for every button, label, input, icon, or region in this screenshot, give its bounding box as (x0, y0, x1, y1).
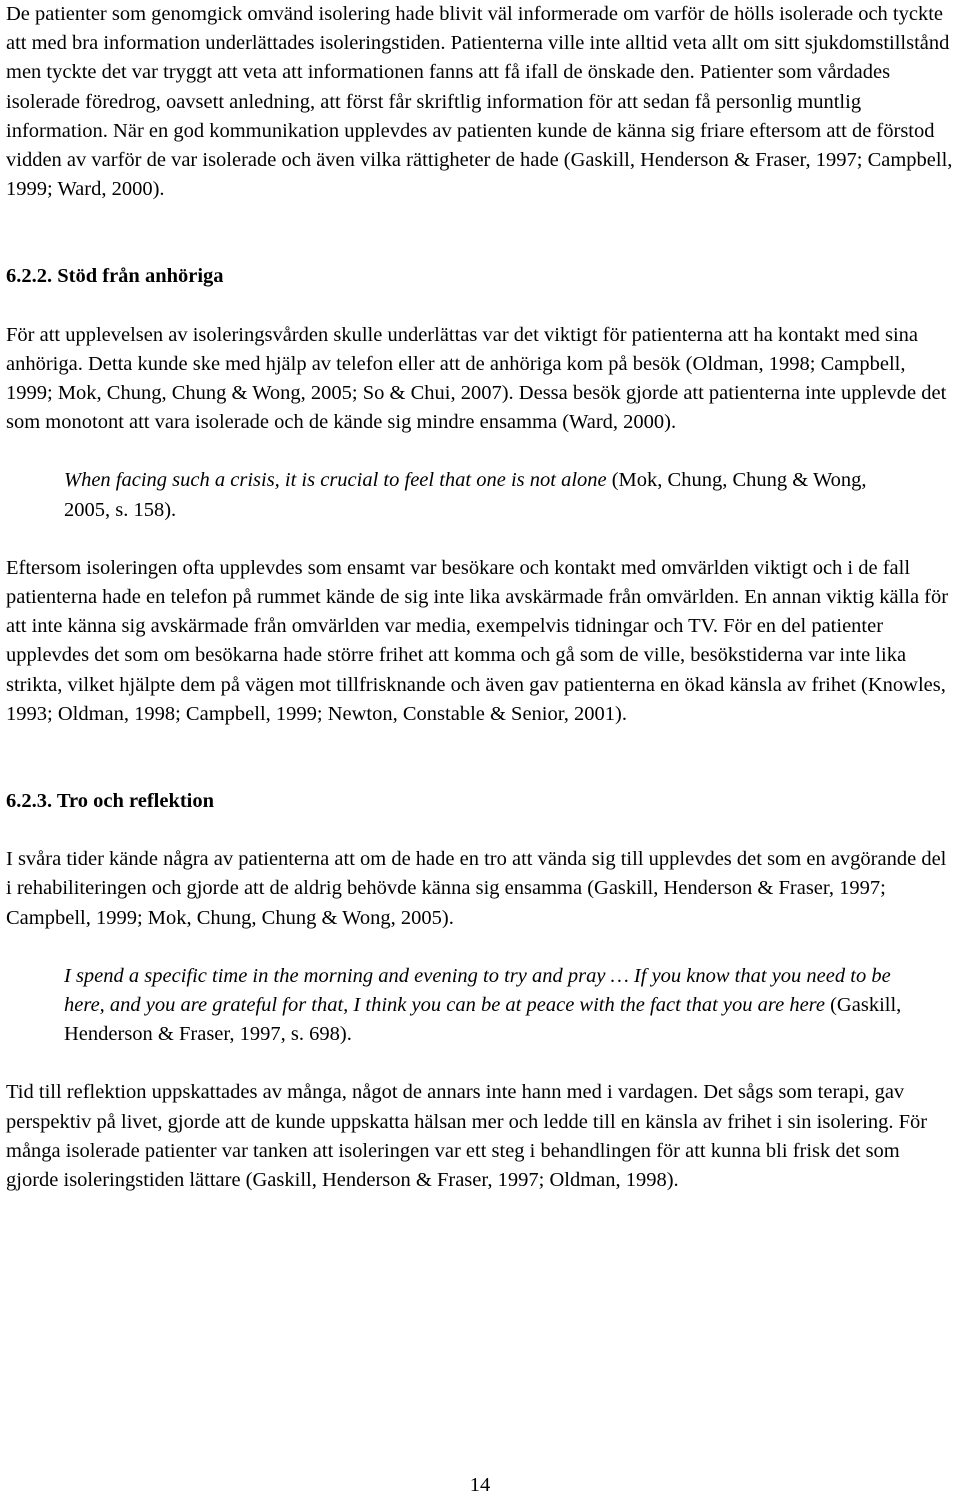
paragraph-anhoriga: För att upplevelsen av isoleringsvården skulle underlättas var det viktigt för patienterna att ha kontakt med sina anhöriga. Detta kunde ske med hjälp av telefon eller att de anhöriga kom på besök (Oldman, 1998; Campbell, 1999; Mok, Chung, Chung & Wong, 2005; So & Chui, 2007). Dessa besök gjorde att patienterna inte upplevde det som monotont att vara isolerade och de kände sig mindre ensamma (Ward, 2000). (6, 323, 947, 434)
paragraph-tro: I svåra tider kände några av patienterna att om de hade en tro att vända sig till upplevdes det som en avgörande del i rehabiliteringen och gjorde att de aldrig behövde känna sig ensamma (Gaskill, Henderson & Fraser, 1997; Campbell, 1999; Mok, Chung, Chung & Wong, 2005). (6, 848, 947, 929)
quote-citation: (Mok, Chung, Chung & Wong, 2005, s. 158). (64, 469, 867, 521)
quote-text: When facing such a crisis, it is crucial to feel that one is not alone (64, 469, 607, 492)
document-page (6, 0, 956, 1195)
page-number: 14 (469, 1474, 491, 1496)
quote-text: I spend a specific time in the morning and evening to try and pray … If you know that you need to be here, and you are grateful for that, I think you can be at peace with the fact that you are here (64, 964, 891, 1017)
quote-citation: (Gaskill, Henderson & Fraser, 1997, s. 698). (64, 994, 902, 1046)
section-heading-stod-fran-anhoriga: 6.2.2. Stöd från anhöriga (6, 265, 224, 288)
section-heading-tro-och-reflektion: 6.2.3. Tro och reflektion (6, 790, 215, 813)
paragraph-reflektion: Tid till reflektion uppskattades av många, något de annars inte hann med i vardagen. Det sågs som terapi, gav perspektiv på livet, gjorde att de kunde uppskatta hälsan mer och ledde till en känsla av frihet i sin isolering. För många isolerade patienter var tanken att isoleringen var ett steg i behandlingen för att kunna bli frisk det som gjorde isoleringstiden lättare (Gaskill, Henderson & Fraser, 1997; Oldman, 1998). (6, 1081, 928, 1192)
block-quote-mok (64, 466, 914, 524)
paragraph-information: De patienter som genomgick omvänd isolering hade blivit väl informerade om varför de hölls isolerade och tyckte att med bra information underlättades isoleringstiden. Patienterna ville inte alltid veta allt om sitt sjukdomstillstånd men tyckte det var tryggt att veta att informationen fanns att få ifall de önskade den. Patienter som vårdades isolerade föredrog, oavsett anledning, att först får skriftlig information för att sedan få personlig muntlig information. När en god kommunikation upplevdes av patienten kunde de känna sig friare eftersom att de förstod vidden av varför de var isolerade och även vilka rättigheter de hade (Gaskill, Henderson & Fraser, 1997; Campbell, 1999; Ward, 2000). (6, 3, 953, 201)
paragraph-besokare: Eftersom isoleringen ofta upplevdes som ensamt var besökare och kontakt med omvärlden viktigt och i de fall patienterna hade en telefon på rummet kände de sig inte lika avskärmade från omvärlden. En annan viktig källa för att inte känna sig avskärmade från omvärlden var media, exempelvis tidningar och TV. För en del patienter upplevdes det som om besökarna hade större frihet att komma och gå som de ville, besökstiderna var inte lika strikta, vilket hjälpte dem på vägen mot tillfrisknande och även gav patienterna en ökad känsla av frihet (Knowles, 1993; Oldman, 1998; Campbell, 1999; Newton, Constable & Senior, 2001). (6, 556, 949, 725)
block-quote-gaskill (64, 962, 924, 1050)
